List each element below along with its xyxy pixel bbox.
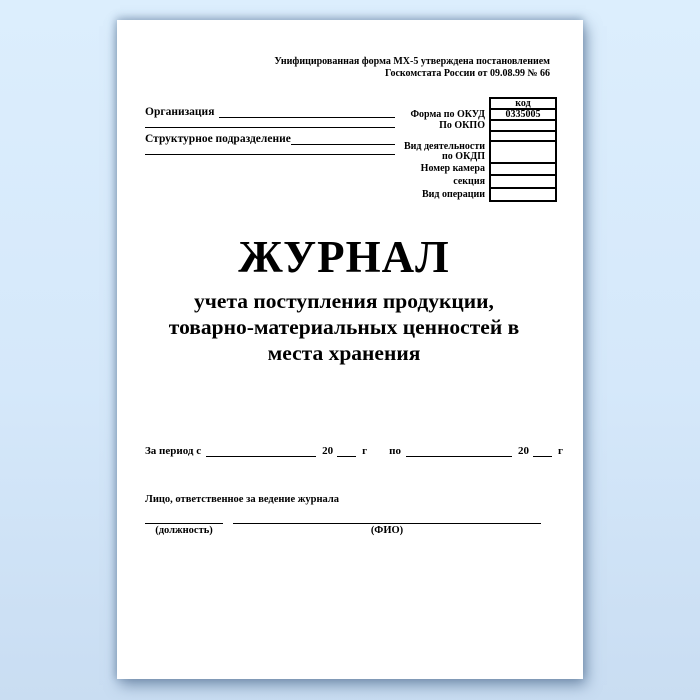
organization-blank-line — [219, 117, 395, 118]
empty-code-cell — [490, 131, 556, 141]
organization-field — [145, 104, 395, 118]
department-rule — [145, 154, 395, 155]
form-reference — [274, 56, 550, 79]
document-subtitle — [145, 288, 543, 366]
responsible-person-label: Лицо, ответственное за ведение журнала — [145, 494, 339, 505]
code-table-cells — [489, 97, 557, 202]
period-year-suffix-to: г — [557, 445, 563, 457]
department-field — [145, 131, 395, 145]
code-column-header: код — [490, 98, 556, 109]
operation-type-cell — [490, 188, 556, 201]
section-cell — [490, 175, 556, 188]
code-table-labels — [404, 97, 489, 201]
activity-okdp-cell — [490, 141, 556, 163]
operation-type-label: Вид операции — [421, 188, 485, 200]
okpo-label: По ОКПО — [439, 119, 485, 131]
document-page — [117, 20, 583, 679]
organization-rule — [145, 127, 395, 128]
form-reference-line1: Унифицированная форма МХ-5 утверждена постановлением — [274, 56, 550, 67]
okpo-code-cell — [490, 120, 556, 131]
period-year-from-blank — [337, 444, 356, 457]
period-year-suffix-from: г — [362, 445, 368, 457]
activity-okdp-label: Вид деятельности по ОКДП — [403, 141, 485, 162]
period-year-to-blank — [533, 444, 552, 457]
title-block — [145, 232, 543, 366]
code-table — [404, 97, 557, 202]
signature-row — [145, 509, 541, 536]
chamber-number-cell — [490, 163, 556, 175]
form-reference-line2: Госкомстата России от 09.08.99 № 66 — [384, 67, 550, 79]
organization-block — [145, 104, 395, 155]
period-to-blank — [406, 444, 512, 457]
name-caption: (ФИО) — [370, 525, 404, 536]
organization-label: Организация — [145, 106, 215, 118]
name-signature — [233, 509, 541, 536]
period-row — [145, 444, 563, 457]
period-century-from: 20 — [322, 445, 334, 457]
period-label: За период с — [145, 445, 202, 457]
subtitle-line3: места хранения — [267, 341, 421, 365]
period-century-to: 20 — [517, 445, 529, 457]
position-caption: (должность) — [155, 525, 213, 536]
document-title: ЖУРНАЛ — [238, 232, 450, 282]
name-signature-line — [233, 509, 541, 524]
subtitle-line2: товарно-материальных ценностей в — [168, 315, 520, 339]
position-signature — [145, 509, 223, 536]
section-label: секция — [453, 175, 485, 187]
okud-label: Форма по ОКУД — [410, 108, 485, 120]
period-to-label: по — [389, 445, 401, 457]
department-blank-line — [291, 144, 395, 145]
position-signature-line — [145, 509, 223, 524]
period-from-blank — [206, 444, 316, 457]
okud-code-cell: 0335005 — [490, 109, 556, 120]
department-label: Структурное подразделение — [145, 133, 291, 145]
chamber-number-label: Номер камера — [420, 163, 485, 174]
subtitle-line1: учета поступления продукции, — [194, 289, 494, 313]
